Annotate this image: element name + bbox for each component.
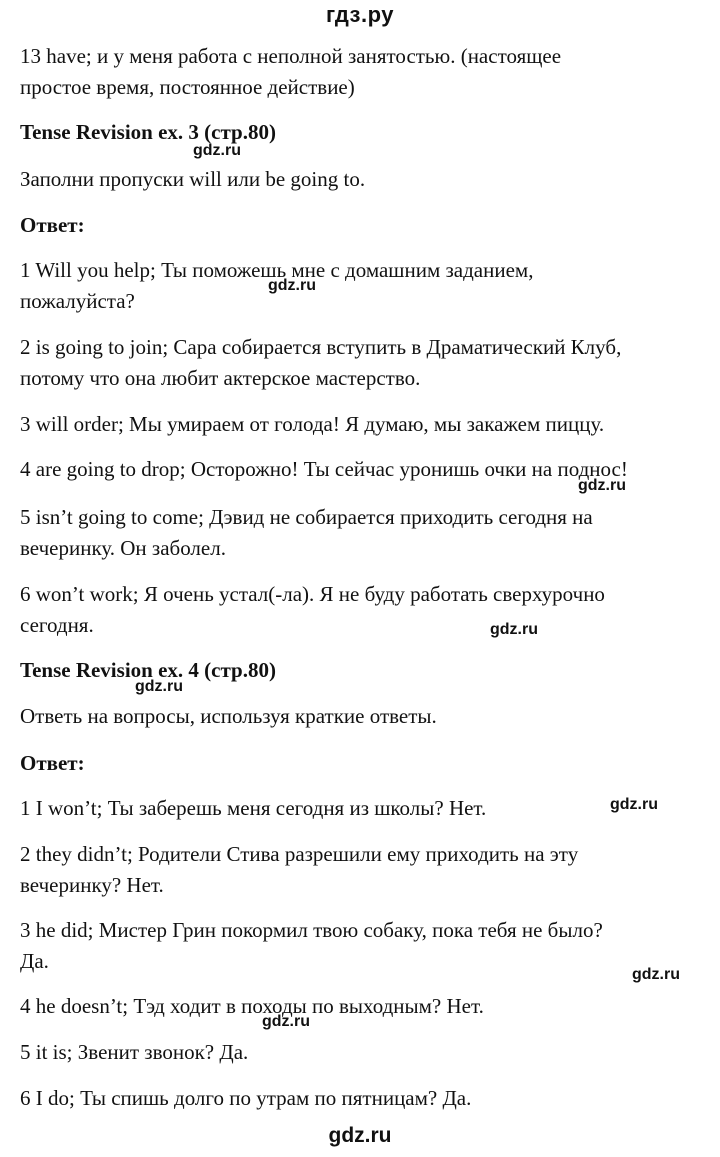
watermark: gdz.ru [193,142,241,159]
ex3-instruction: Заполни пропуски will или be going to. [20,167,366,191]
text-line: 4 he doesn’t; Тэд ходит в походы по выходным? Нет. [20,994,484,1018]
ex3-item-5 [20,502,710,564]
ex4-answer-label: Ответ: [20,751,85,775]
ex4-item-1 [20,793,710,824]
text-line: 5 it is; Звенит звонок? Да. [20,1040,249,1064]
text-line: 2 is going to join; Сара собирается вступить в Драматический Клуб, [20,335,622,359]
ex4-item-5 [20,1037,710,1068]
text-line: 2 they didn’t; Родители Стива разрешили ему приходить на эту [20,842,579,866]
text-line: 13 have; и у меня работа с неполной занятостью. (настоящее [20,44,562,68]
site-footer: gdz.ru [328,1124,392,1147]
watermark: gdz.ru [490,621,538,638]
text-line: вечеринку. Он заболел. [20,536,226,560]
watermark: gdz.ru [632,966,680,983]
ex4-item-6 [20,1083,710,1114]
watermark: gdz.ru [610,796,658,813]
text-line: 6 won’t work; Я очень устал(-ла). Я не буду работать сверхурочно [20,582,605,606]
text-line: 3 will order; Мы умираем от голода! Я думаю, мы закажем пиццу. [20,412,605,436]
text-line: 3 he did; Мистер Грин покормил твою собаку, пока тебя не было? [20,918,603,942]
text-line: сегодня. [20,613,94,637]
watermark: gdz.ru [262,1013,310,1030]
intro-paragraph [20,41,710,103]
text-line: 5 isn’t going to come; Дэвид не собирается приходить сегодня на [20,505,593,529]
text-line: потому что она любит актерское мастерство. [20,366,421,390]
text-line: 4 are going to drop; Осторожно! Ты сейчас уронишь очки на поднос! [20,457,628,481]
ex3-answer-label: Ответ: [20,213,85,237]
text-line: 1 Will you help; Ты поможешь мне с домашним заданием, [20,258,534,282]
ex3-item-6 [20,579,710,641]
text-line: 6 I do; Ты спишь долго по утрам по пятницам? Да. [20,1086,472,1110]
ex4-item-2 [20,839,710,901]
text-line: вечеринку? Нет. [20,873,164,897]
watermark: gdz.ru [135,678,183,695]
ex3-item-2 [20,332,710,394]
text-line: Да. [20,949,49,973]
site-header: гдз.ру [326,2,394,27]
text-line: простое время, постоянное действие) [20,75,355,99]
text-line: 1 I won’t; Ты заберешь меня сегодня из школы? Нет. [20,796,487,820]
watermark: gdz.ru [578,477,626,494]
ex3-item-3 [20,409,710,440]
text-line: пожалуйста? [20,289,135,313]
ex4-instruction: Ответь на вопросы, используя краткие ответы. [20,704,437,728]
ex4-title: Tense Revision ex. 4 (стр.80) [20,658,276,682]
watermark: gdz.ru [268,277,316,294]
ex4-item-4 [20,991,710,1022]
ex3-item-1 [20,255,710,317]
ex4-item-3 [20,915,710,977]
ex3-title: Tense Revision ex. 3 (стр.80) [20,120,276,144]
